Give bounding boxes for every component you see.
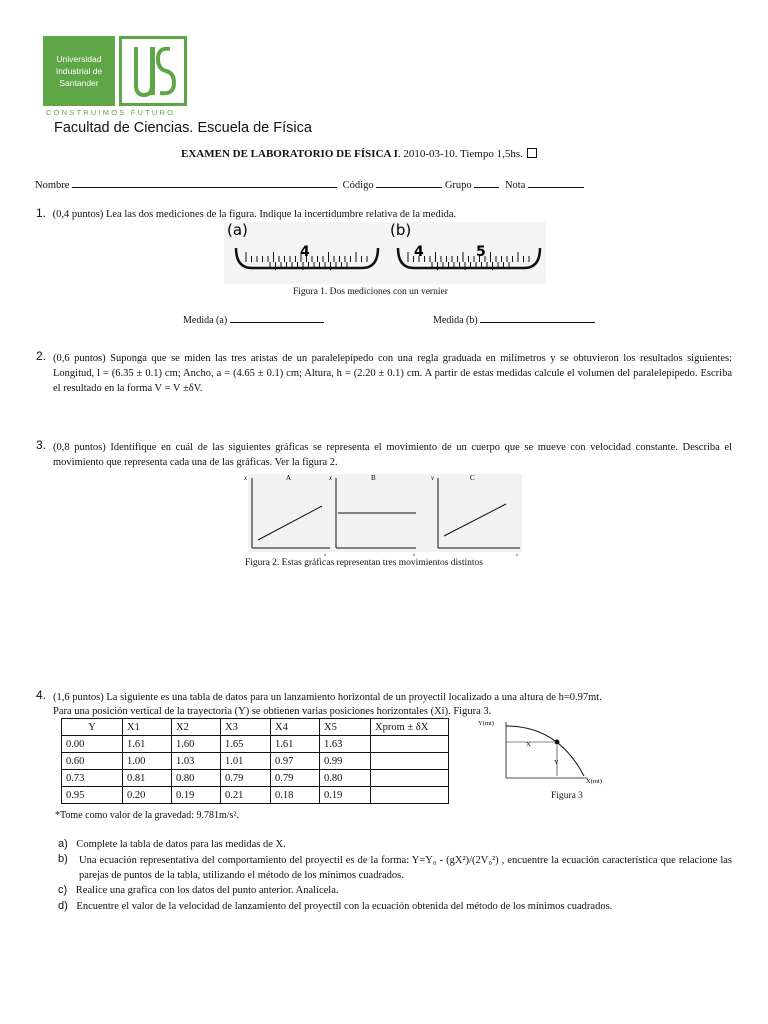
question-3-text: (0,8 puntos) Identifique en cuál de las siguientes gráficas se representa el movimiento de un cuerpo que se mueve con velocidad constante. Describa el movimiento que representa cada una de las gráficas. Ver la figura 2. — [53, 442, 732, 468]
question-number: 1. — [36, 206, 47, 220]
table-row — [62, 753, 449, 770]
table-cell: 0.00 — [62, 736, 123, 753]
item-c — [58, 884, 339, 896]
motion-graphs-figure — [240, 470, 526, 556]
figure-3-caption: Figura 3 — [551, 791, 583, 801]
table-cell: 0.73 — [62, 770, 123, 787]
question-1 — [36, 206, 456, 220]
label-b: (b) — [390, 221, 412, 239]
grupo-label: Grupo — [444, 180, 472, 191]
question-3-number — [36, 438, 46, 452]
graph-c-ylabel: v — [431, 474, 435, 482]
table-cell: 0.95 — [62, 787, 123, 804]
exam-name: EXAMEN DE LABORATORIO DE FÍSICA I — [181, 148, 398, 160]
logo-tagline: CONSTRUIMOS FUTURO — [46, 108, 176, 117]
graph-c-title: C — [470, 474, 475, 482]
scale-b-5: 5 — [476, 244, 486, 260]
table-cell: 1.61 — [271, 736, 320, 753]
nota-label: Nota — [504, 180, 526, 191]
logo-line: Santander — [59, 78, 99, 88]
table-cell-input[interactable] — [371, 753, 449, 770]
table-cell-input[interactable] — [371, 787, 449, 804]
medida-b — [433, 313, 595, 326]
graph-a-ylabel: x — [244, 474, 248, 482]
faculty-title: Facultad de Ciencias. Escuela de Física — [54, 120, 312, 136]
table-cell: 1.61 — [123, 736, 172, 753]
medida-a-label: Medida (a) — [183, 315, 228, 326]
medida-b-field[interactable] — [480, 313, 595, 323]
question-number: 4. — [36, 688, 47, 702]
table-cell: 0.60 — [62, 753, 123, 770]
table-cell: 0.97 — [271, 753, 320, 770]
exam-meta: . 2010-03-10. Tiempo 1,5hs. — [397, 148, 523, 160]
codigo-field[interactable] — [376, 178, 442, 188]
nombre-label: Nombre — [35, 180, 70, 191]
item-b-text: Una ecuación representativa del comportamiento del proyectil es de la forma: Y=Y₀ - (gX²)/(2V₀²) , encuentre la ecuación característica que relacione las parejas de puntos de la tabla, utilizando el método de los mínimos cuadrados. — [79, 855, 732, 881]
item-label: b) — [58, 853, 68, 865]
logo-line: Industrial de — [55, 66, 103, 76]
question-4-number — [36, 688, 46, 702]
item-label: a) — [58, 838, 68, 850]
graph-b-ylabel: x — [329, 474, 333, 482]
table-cell: 1.01 — [221, 753, 271, 770]
graph-b-xlabel: t — [413, 552, 415, 556]
fig3-xlabel: X(mt) — [586, 778, 602, 785]
question-4-text-1: (1,6 puntos) La siguiente es una tabla de datos para un lanzamiento horizontal de un proyectil localizado a una altura de h=0.97mt. — [53, 692, 602, 703]
table-cell: 0.20 — [123, 787, 172, 804]
gravity-note: *Tome como valor de la gravedad: 9.781m/s². — [55, 810, 239, 821]
header-cell: X3 — [221, 719, 271, 736]
projectile-figure — [478, 716, 608, 788]
graph-a-xlabel: t — [324, 552, 326, 556]
table-cell: 0.99 — [320, 753, 371, 770]
exam-title — [181, 148, 537, 160]
item-b-label — [58, 853, 68, 865]
header-cell: X1 — [123, 719, 172, 736]
table-cell: 0.18 — [271, 787, 320, 804]
question-number: 2. — [36, 349, 47, 363]
table-cell: 0.80 — [172, 770, 221, 787]
figure-2-caption: Figura 2. Estas gráficas representan tres movimientos distintos — [245, 558, 483, 568]
fig3-x: X — [526, 741, 531, 748]
projectile-data-table — [61, 718, 449, 804]
medida-a — [183, 313, 324, 326]
uis-emblem-icon — [119, 36, 187, 106]
table-cell-input[interactable] — [371, 770, 449, 787]
checkbox-icon — [527, 148, 537, 158]
table-row — [62, 736, 449, 753]
table-row — [62, 770, 449, 787]
medida-b-label: Medida (b) — [433, 315, 478, 326]
medida-a-field[interactable] — [230, 313, 324, 323]
graph-a-title: A — [286, 474, 292, 482]
nota-field[interactable] — [528, 178, 584, 188]
table-cell: 0.79 — [221, 770, 271, 787]
fig3-ylabel: Y(mt) — [478, 720, 494, 727]
fig3-y: Y — [554, 759, 559, 766]
table-cell: 0.79 — [271, 770, 320, 787]
codigo-label: Código — [342, 180, 374, 191]
table-cell-input[interactable] — [371, 736, 449, 753]
header-cell: Y — [62, 719, 123, 736]
question-text: (0,4 puntos) Lea las dos mediciones de la figura. Indique la incertidumbre relativa de la medida. — [52, 209, 457, 220]
item-text: Encuentre el valor de la velocidad de lanzamiento del proyectil con la ecuación obtenida del método de los mínimos cuadrados. — [76, 901, 613, 912]
header-cell: Xprom ± δX — [371, 719, 449, 736]
vernier-figure — [222, 220, 548, 286]
table-cell: 0.19 — [172, 787, 221, 804]
logo-line: Universidad — [56, 54, 102, 64]
grupo-field[interactable] — [474, 178, 499, 188]
item-label: c) — [58, 884, 68, 896]
item-label: d) — [58, 900, 68, 912]
nombre-field[interactable] — [72, 178, 337, 188]
table-cell: 0.81 — [123, 770, 172, 787]
item-text: Realice una grafica con los datos del punto anterior. Analícela. — [75, 885, 339, 896]
graph-c-xlabel: t — [516, 552, 518, 556]
table-cell: 0.19 — [320, 787, 371, 804]
question-2-number — [36, 349, 46, 363]
table-cell: 1.60 — [172, 736, 221, 753]
table-header-row — [62, 719, 449, 736]
graph-b-title: B — [371, 474, 376, 482]
table-cell: 0.21 — [221, 787, 271, 804]
header-cell: X4 — [271, 719, 320, 736]
label-a: (a) — [227, 221, 248, 239]
table-cell: 1.63 — [320, 736, 371, 753]
university-logo-text — [43, 36, 115, 106]
table-cell: 1.00 — [123, 753, 172, 770]
table-cell: 0.80 — [320, 770, 371, 787]
question-4-text-2: Para una posición vertical de la trayectoria (Y) se obtienen varias posiciones horizontales (Xi). Figura 3. — [53, 706, 492, 717]
student-form — [35, 178, 584, 191]
table-cell: 1.03 — [172, 753, 221, 770]
table-row — [62, 787, 449, 804]
figure-1-caption: Figura 1. Dos mediciones con un vernier — [293, 287, 448, 297]
header-cell: X2 — [172, 719, 221, 736]
table-cell: 1.65 — [221, 736, 271, 753]
item-a — [58, 838, 286, 850]
question-number: 3. — [36, 438, 47, 452]
item-text: Complete la tabla de datos para las medidas de X. — [76, 839, 286, 850]
question-2-text: (0,6 puntos) Suponga que se miden las tres aristas de un paralelepípedo con una regla graduada en milímetros y se obtuvieron los resultados siguientes: Longitud, l = (6.35 ± 0.1) cm; Ancho, a = (4.65 ± 0.1) cm; Altura, h = (2.20 ± 0.1) cm. A partir de estas medidas calcule el volumen del paralelepípedo. Escriba el resultado en la forma V = V ±δV. — [53, 353, 732, 394]
scale-b-4: 4 — [414, 244, 424, 260]
header-cell: X5 — [320, 719, 371, 736]
scale-a-4: 4 — [300, 244, 310, 260]
item-d — [58, 900, 612, 912]
